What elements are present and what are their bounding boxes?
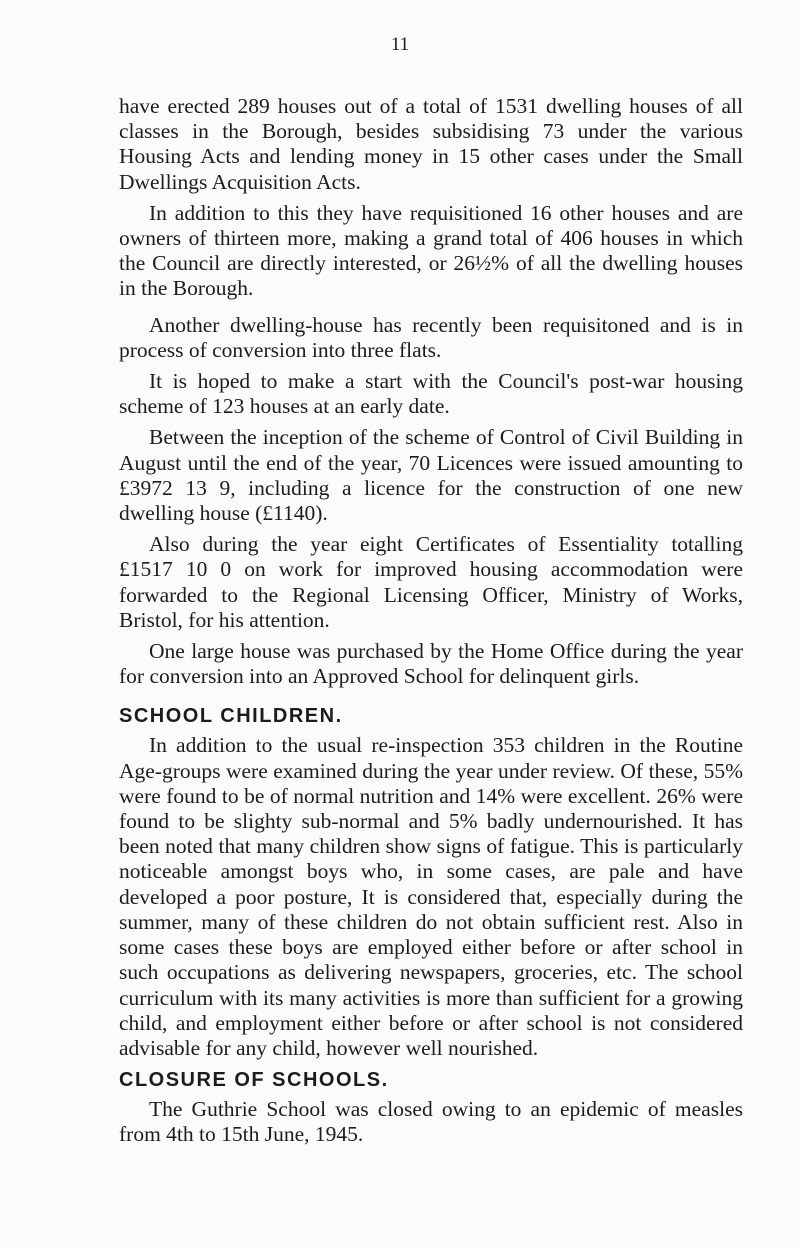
paragraph-housing-5: Between the inception of the scheme of Control of Civil Building in August until the end of the year, 70 Licences were issued amounting to £3972 13 9, including a licence for the construction of one new dwelling house (£1140). — [119, 425, 743, 526]
paragraph-housing-3: Another dwelling-house has recently been requisitoned and is in process of conversion into three flats. — [119, 312, 743, 362]
paragraph-housing-2: In addition to this they have requisitioned 16 other houses and are owners of thirteen more, making a grand total of 406 houses in which the Council are directly interested, or 26½% of all the dwelling houses in the Borough. — [119, 200, 743, 301]
page-number: 11 — [390, 34, 410, 55]
paragraph-school-children: In addition to the usual re-inspection 353 children in the Routine Age-groups were examined during the year under review. Of these, 55% were found to be of normal nutrition and 14% were excellent. 26% were found to be slighty sub-normal and 5% badly undernourished. It has been noted that many children show signs of fatigue. This is particularly noticeable amongst boys who, in some cases, are pale and have developed a poor posture, It is considered that, especially during the summer, many of these children do not obtain sufficient rest. Also in some cases these boys are employed either before or after school in such occupations as delivering newspapers, groceries, etc. The school curriculum with its many activities is more than sufficient for a growing child, and employment either before or after school is not considered advisable for any child, however well nourished. — [119, 733, 743, 1060]
body-text — [119, 94, 743, 1159]
paragraph-housing-1: have erected 289 houses out of a total of 1531 dwelling houses of all classes in the Borough, besides subsidising 73 under the various Housing Acts and lending money in 15 other cases under the Small Dwellings Acquisition Acts. — [119, 94, 743, 194]
paragraph-housing-4: It is hoped to make a start with the Council's post-war housing scheme of 123 houses at an early date. — [119, 369, 743, 419]
paragraph-closure-of-schools: The Guthrie School was closed owing to an epidemic of measles from 4th to 15th June, 1945. — [119, 1097, 743, 1147]
paragraph-housing-6: Also during the year eight Certificates of Essentiality totalling £1517 10 0 on work for improved housing accommodation were forwarded to the Regional Licensing Officer, Ministry of Works, Bristol, for his attention. — [119, 532, 743, 632]
paragraph-housing-7: One large house was purchased by the Home Office during the year for conversion into an Approved School for delinquent girls. — [119, 639, 743, 689]
heading-closure-of-schools: CLOSURE OF SCHOOLS. — [119, 1069, 389, 1092]
heading-school-children: SCHOOL CHILDREN. — [119, 705, 343, 728]
